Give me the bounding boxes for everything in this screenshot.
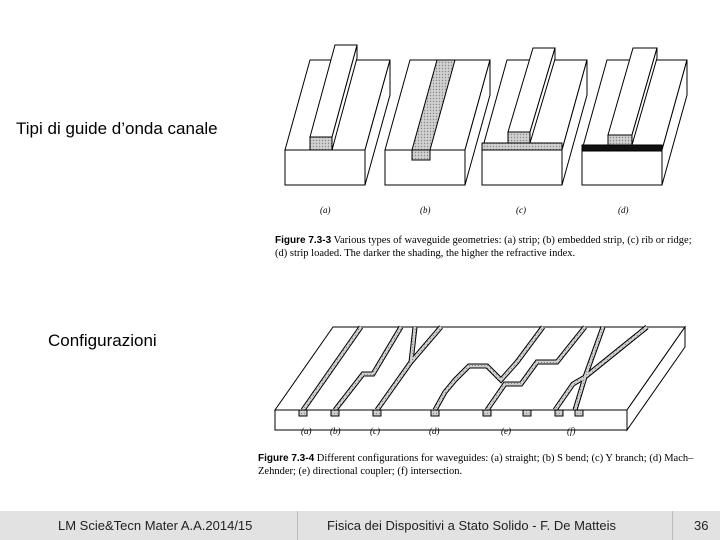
block-b-embedded-strip (385, 60, 490, 185)
figure1-caption-title: Figure 7.3-3 (275, 235, 332, 246)
block-a-strip (285, 45, 390, 185)
sub-label-a: (a) (320, 205, 331, 215)
sub-label-b: (b) (420, 205, 431, 215)
page-number: 36 (694, 518, 709, 533)
footer-divider (297, 511, 298, 540)
sub-label-c: (c) (516, 205, 526, 215)
block-c-rib (482, 48, 587, 185)
config-label-e: (e) (501, 426, 511, 436)
figure1-caption-text: Various types of waveguide geometries: (a) strip; (b) embedded strip, (c) rib or ridge; (d) strip loaded. The darker the shading, the higher the refractive index. (275, 235, 692, 259)
footer-title-author: Fisica dei Dispositivi a Stato Solido - F. De Matteis (327, 518, 616, 533)
figure1-caption (275, 234, 695, 260)
sub-label-d: (d) (618, 205, 629, 215)
figure2-caption-title: Figure 7.3-4 (258, 453, 315, 464)
config-label-c: (c) (370, 426, 380, 436)
footer-divider (672, 511, 673, 540)
config-label-b: (b) (330, 426, 341, 436)
label-channel-waveguide-types: Tipi di guide d’onda canale (16, 119, 218, 138)
config-label-d: (d) (429, 426, 440, 436)
block-d-strip-loaded (582, 48, 687, 185)
figure2-caption (258, 452, 698, 478)
footer-course: LM Scie&Tecn Mater A.A.2014/15 (58, 518, 253, 533)
config-label-a: (a) (301, 426, 312, 436)
figure2-caption-text: Different configurations for waveguides: (a) straight; (b) S bend; (c) Y branch; (d) Mach–Zehnder; (e) directional coupler; (f) intersection. (258, 453, 694, 477)
config-label-f: (f) (567, 426, 576, 436)
label-configurations: Configurazioni (48, 331, 157, 350)
